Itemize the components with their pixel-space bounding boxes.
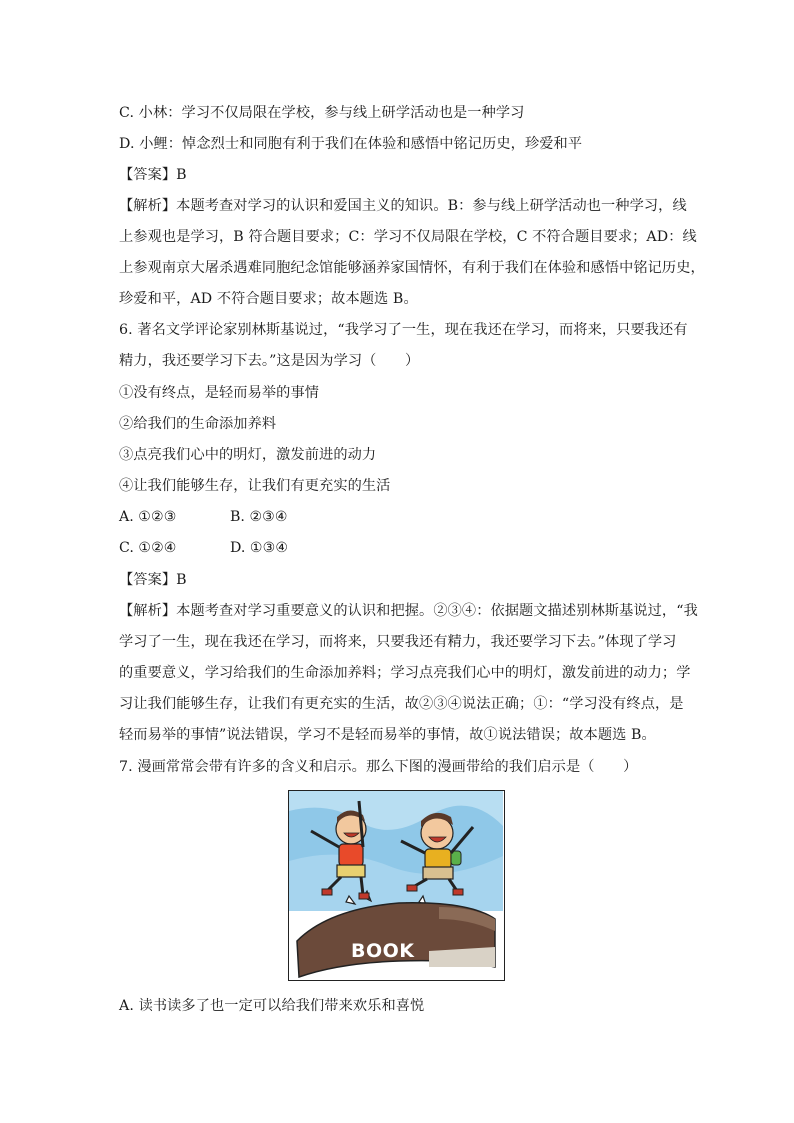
book-label: BOOK: [351, 940, 415, 962]
option-6c: C. ①②④: [119, 540, 177, 556]
answer-6: 【答案】B: [119, 572, 187, 588]
explanation-6-line-3: 的重要意义，学习给我们的生命添加养料；学习点亮我们心中的明灯，激发前进的动力；学: [119, 665, 691, 681]
cartoon-image: [288, 790, 505, 981]
option-d: D. 小鲤：悼念烈士和同胞有利于我们在体验和感悟中铭记历史，珍爱和平: [119, 136, 583, 152]
statement-2: ②给我们的生命添加养料: [119, 416, 277, 432]
question-7: 7. 漫画常常会带有许多的含义和启示。那么下图的漫画带给的我们启示是（ ）: [119, 759, 638, 775]
answer-5: 【答案】B: [119, 167, 187, 183]
option-6a: A. ①②③: [119, 509, 177, 525]
explanation-6-line-4: 习让我们能够生存，让我们有更充实的生活，故②③④说法正确；①：“学习没有终点，是: [119, 696, 684, 712]
explanation-6-line-2: 学习了一生，现在我还在学习，而将来，只要我还有精力，我还要学习下去。”体现了学习: [119, 634, 677, 650]
statement-4: ④让我们能够生存，让我们有更充实的生活: [119, 478, 391, 494]
question-6-line-2: 精力，我还要学习下去。”这是因为学习（ ）: [119, 353, 420, 369]
explanation-5-line-2: 上参观也是学习，B 符合题目要求；C：学习不仅局限在学校，C 不符合题目要求；AD：线: [119, 229, 697, 245]
explanation-5-line-3: 上参观南京大屠杀遇难同胞纪念馆能够涵养家国情怀，有利于我们在体验和感悟中铭记历史，: [119, 260, 705, 276]
statement-3: ③点亮我们心中的明灯，激发前进的动力: [119, 447, 377, 463]
explanation-5-line-4: 珍爱和平，AD 不符合题目要求；故本题选 B。: [119, 291, 418, 307]
question-6-line-1: 6. 著名文学评论家别林斯基说过，“我学习了一生，现在我还在学习，而将来，只要我还有: [119, 322, 688, 338]
explanation-6-line-1: 【解析】本题考查对学习重要意义的认识和把握。②③④：依据题文描述别林斯基说过，“我: [119, 603, 698, 619]
explanation-5-line-1: 【解析】本题考查对学习的认识和爱国主义的知识。B：参与线上研学活动也一种学习，线: [119, 198, 687, 214]
explanation-6-line-5: 轻而易举的事情”说法错误，学习不是轻而易举的事情，故①说法错误；故本题选 B。: [119, 727, 656, 743]
statement-1: ①没有终点，是轻而易举的事情: [119, 385, 320, 401]
option-c: C. 小林：学习不仅局限在学校，参与线上研学活动也是一种学习: [119, 105, 525, 121]
option-6d: D. ①③④: [230, 540, 289, 556]
option-7a: A. 读书读多了也一定可以给我们带来欢乐和喜悦: [119, 998, 425, 1014]
option-6b: B. ②③④: [230, 509, 288, 525]
